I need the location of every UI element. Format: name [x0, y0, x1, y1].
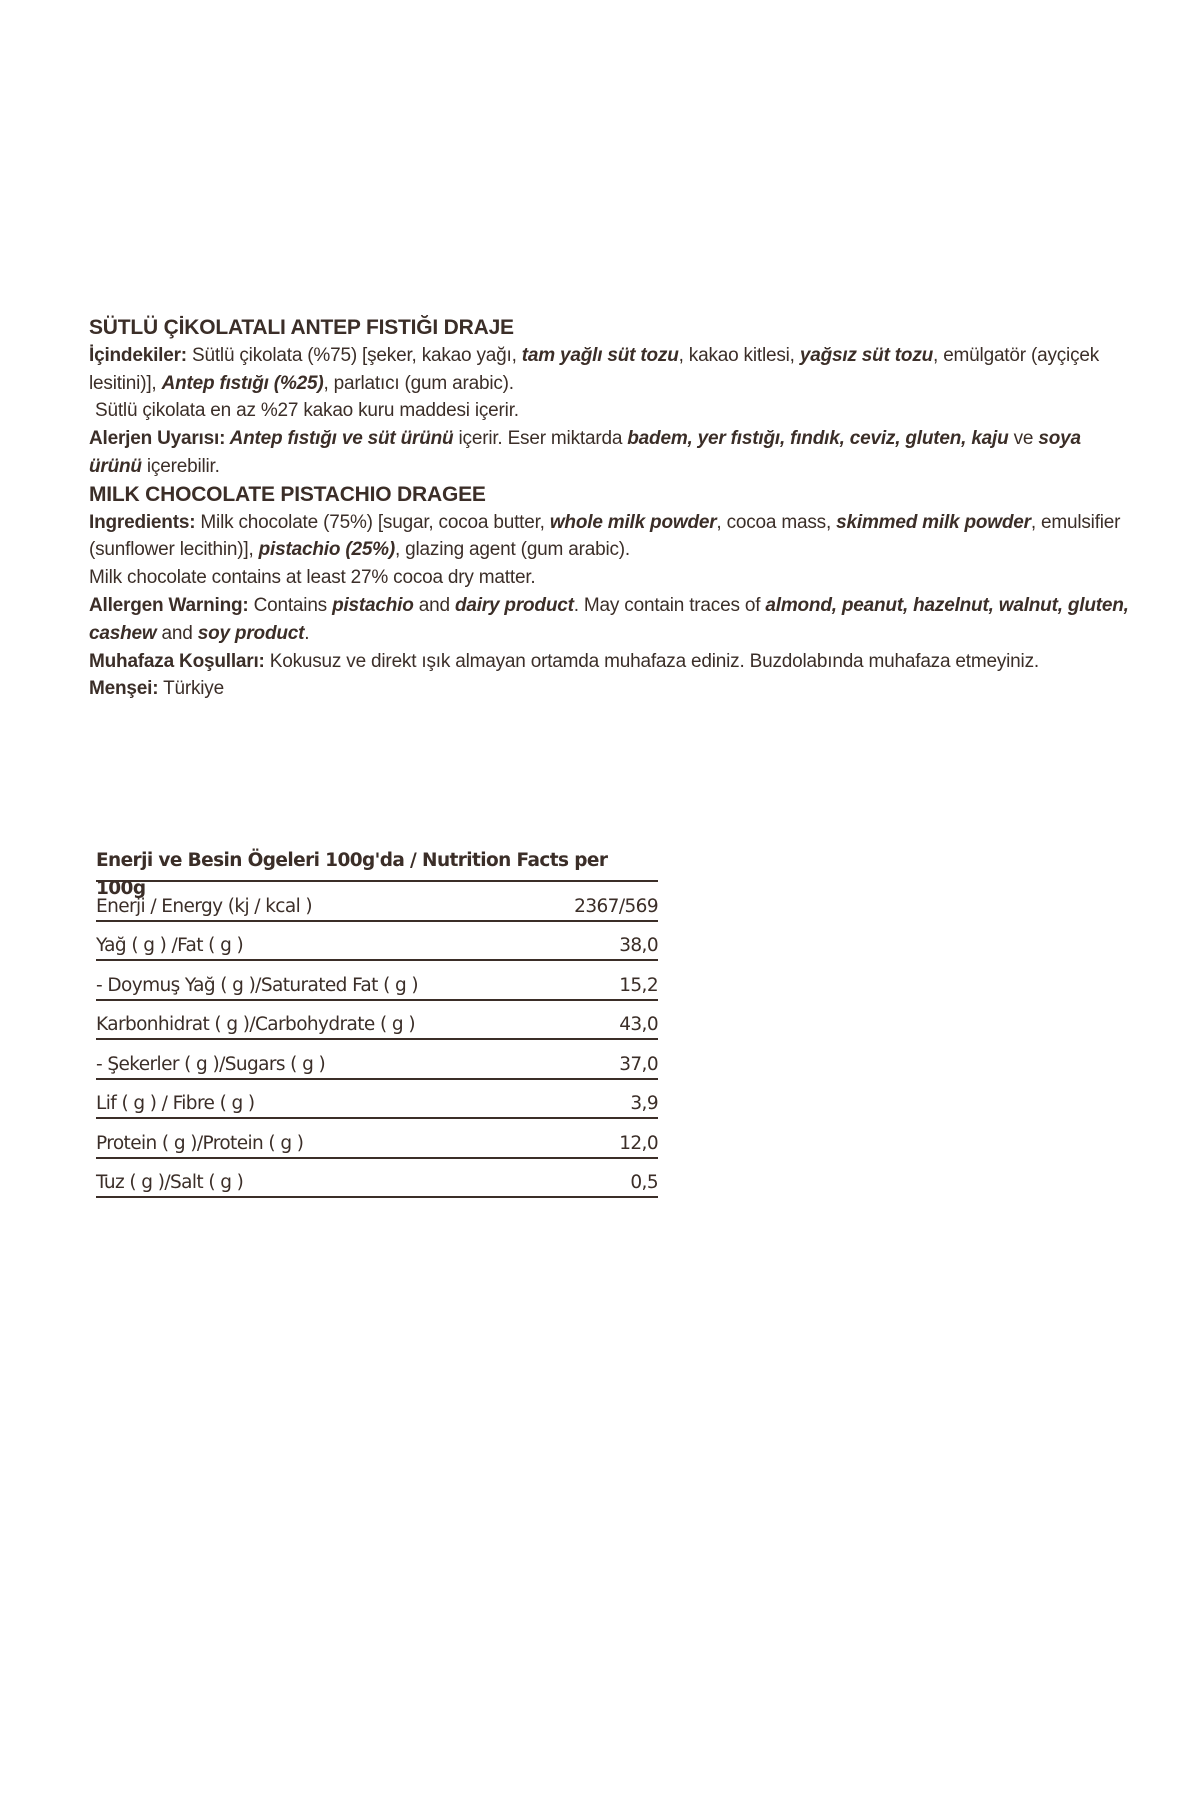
ingredients-allergen: pistachio (25%) [258, 539, 396, 561]
storage-conditions [89, 648, 1129, 676]
ingredients-allergen: Antep fıstığı (%25) [161, 372, 324, 394]
ingredients-text: Sütlü çikolata (%75) [şeker, kakao yağı, [186, 344, 522, 366]
product-label-text [89, 314, 1129, 703]
ingredients-allergen: yağsız süt tozu [799, 344, 934, 366]
origin [89, 675, 1129, 703]
allergen-label-en: Allergen Warning: [89, 594, 249, 616]
nutrition-row [96, 1081, 658, 1120]
ingredients-text: , glazing agent (gum arabic). [395, 539, 631, 561]
nutrition-row [96, 962, 658, 1001]
nutrition-row [96, 1120, 658, 1159]
nutrient-value: 2367/569 [574, 895, 658, 917]
nutrition-row [96, 883, 658, 922]
ingredients-allergen: whole milk powder [549, 511, 717, 533]
storage-label: Muhafaza Koşulları: [89, 650, 265, 672]
ingredients-text: , kakao kitlesi, [678, 344, 800, 366]
allergen-text: and [413, 594, 455, 616]
origin-value: Türkiye [158, 678, 224, 700]
allergen-label-tr: Alerjen Uyarısı: [89, 428, 226, 450]
nutrient-value: 3,9 [630, 1093, 658, 1114]
nutrient-label: Karbonhidrat ( g )/Carbohydrate ( g ) [96, 1014, 415, 1035]
cocoa-note-en: Milk chocolate contains at least 27% cocoa dry matter. [89, 567, 536, 589]
allergen-text: and [156, 622, 198, 644]
storage-text: Kokusuz ve direkt ışık almayan ortamda muhafaza ediniz. Buzdolabında muhafaza etmeyiniz. [264, 650, 1039, 672]
nutrient-value: 38,0 [619, 935, 658, 956]
allergen-text: . [304, 622, 310, 644]
nutrient-label: Protein ( g )/Protein ( g ) [96, 1132, 304, 1154]
allergen-item: soy product [197, 622, 305, 644]
ingredients-tr [89, 342, 1129, 398]
nutrition-row [96, 1002, 658, 1041]
allergen-warning-tr [89, 425, 1129, 481]
nutrient-value: 37,0 [619, 1053, 658, 1075]
nutrient-label: Lif ( g ) / Fibre ( g ) [96, 1093, 255, 1114]
allergen-text: Contains [248, 594, 333, 616]
nutrient-label: - Doymuş Yağ ( g )/Saturated Fat ( g ) [96, 974, 419, 996]
nutrition-row [96, 1041, 658, 1080]
product-title-en: MILK CHOCOLATE PISTACHIO DRAGEE [89, 482, 486, 506]
allergen-text: . May contain traces of [573, 594, 766, 616]
allergen-text: içerebilir. [141, 455, 220, 477]
allergen-text: içerir. Eser miktarda [453, 428, 628, 450]
nutrition-header: Enerji ve Besin Ögeleri 100g'da / Nutrition Facts per 100g [96, 847, 658, 882]
ingredients-allergen: skimmed milk powder [836, 511, 1031, 533]
allergen-item: soya ürünü [89, 428, 1081, 477]
nutrient-label: Enerji / Energy (kj / kcal ) [96, 895, 313, 917]
ingredients-text: Milk chocolate (75%) [sugar, cocoa butter, [195, 511, 550, 533]
nutrient-value: 15,2 [619, 974, 658, 996]
allergen-item: badem, yer fıstığı, fındık, ceviz, gluten, kaju [627, 428, 1009, 450]
nutrition-row [96, 923, 658, 962]
allergen-item: pistachio [332, 594, 414, 616]
ingredients-text: , emulsifier (sunflower lecithin)], [89, 511, 1121, 561]
ingredients-label-tr: İçindekiler: [89, 344, 187, 366]
nutrient-value: 43,0 [619, 1014, 658, 1035]
origin-label: Menşei: [89, 678, 159, 700]
nutrient-value: 12,0 [619, 1132, 658, 1154]
nutrient-label: Yağ ( g ) /Fat ( g ) [96, 935, 244, 956]
nutrient-label: - Şekerler ( g )/Sugars ( g ) [96, 1053, 326, 1075]
cocoa-note-tr: Sütlü çikolata en az %27 kakao kuru maddesi içerir. [95, 400, 519, 422]
ingredients-text: , parlatıcı (gum arabic). [323, 372, 514, 394]
allergen-text: ve [1008, 428, 1039, 450]
ingredients-label-en: Ingredients: [89, 511, 196, 533]
ingredients-text: , emülgatör (ayçiçek lesitini)], [89, 344, 1100, 394]
nutrient-label: Tuz ( g )/Salt ( g ) [96, 1172, 244, 1193]
nutrition-table [96, 847, 658, 1198]
ingredients-allergen: tam yağlı süt tozu [521, 344, 679, 366]
allergen-item: almond, peanut, hazelnut, walnut, gluten, cashew [89, 594, 1129, 644]
nutrition-row [96, 1160, 658, 1199]
ingredients-en [89, 509, 1129, 565]
nutrient-value: 0,5 [630, 1172, 658, 1193]
allergen-item: dairy product [454, 594, 574, 616]
allergen-item: Antep fıstığı ve süt ürünü [225, 428, 454, 450]
allergen-warning-en [89, 592, 1129, 648]
product-title-tr: SÜTLÜ ÇİKOLATALI ANTEP FISTIĞI DRAJE [89, 316, 514, 339]
ingredients-text: , cocoa mass, [716, 511, 837, 533]
